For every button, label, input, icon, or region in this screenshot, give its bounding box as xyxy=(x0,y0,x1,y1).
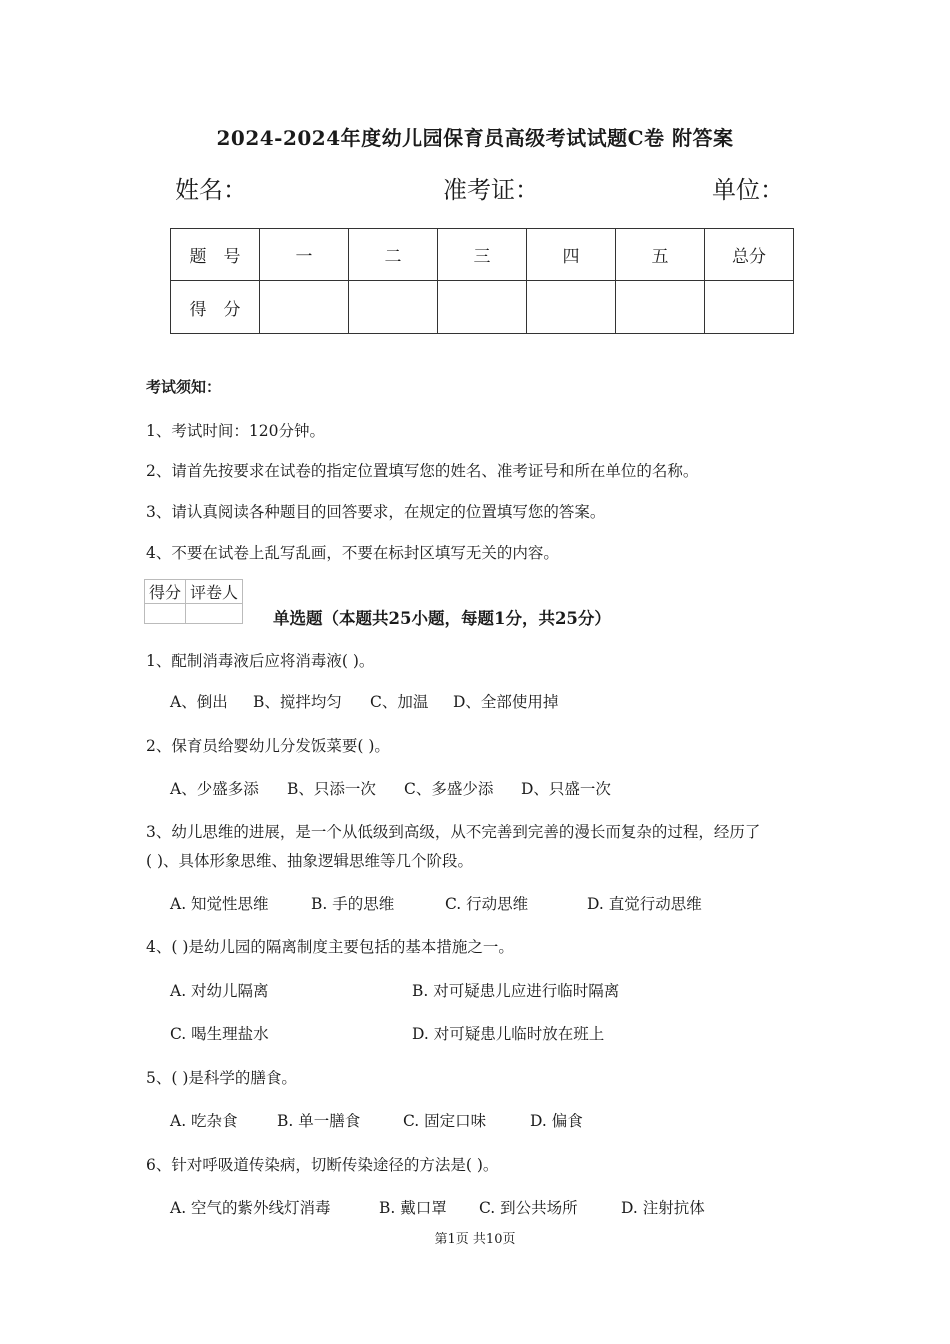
option-b[interactable]: B. 手的思维 xyxy=(311,895,395,913)
name-label: 姓名： xyxy=(175,176,247,204)
question-stem-continued: ( )、具体形象思维、抽象逻辑思维等几个阶段。 xyxy=(146,852,474,870)
option-d[interactable]: D、全部使用掉 xyxy=(453,693,559,711)
grader-score-label: 得分 xyxy=(145,580,186,604)
option-d[interactable]: D. 直觉行动思维 xyxy=(587,895,702,913)
score-input-4[interactable] xyxy=(527,281,616,334)
score-table-score-row xyxy=(171,281,794,334)
exam-id-label: 准考证： xyxy=(443,176,539,204)
notice-item: 4、不要在试卷上乱写乱画，不要在标封区填写无关的内容。 xyxy=(146,544,559,562)
option-d[interactable]: D. 对可疑患儿临时放在班上 xyxy=(412,1025,605,1043)
notice-item: 3、请认真阅读各种题目的回答要求，在规定的位置填写您的答案。 xyxy=(146,503,606,521)
option-c[interactable]: C. 到公共场所 xyxy=(479,1199,578,1217)
option-c[interactable]: C. 喝生理盐水 xyxy=(170,1025,269,1043)
score-cell-3: 三 xyxy=(438,229,527,281)
question-stem: 3、幼儿思维的进展，是一个从低级到高级，从不完善到完善的漫长而复杂的过程，经历了 xyxy=(146,823,761,841)
option-a[interactable]: A. 空气的紫外线灯消毒 xyxy=(170,1199,331,1217)
grader-score-input[interactable] xyxy=(145,604,186,624)
option-c[interactable]: C. 固定口味 xyxy=(403,1112,487,1130)
option-d[interactable]: D. 注射抗体 xyxy=(621,1199,705,1217)
score-input-1[interactable] xyxy=(260,281,349,334)
option-c[interactable]: C、多盛少添 xyxy=(404,780,494,798)
option-c[interactable]: C、加温 xyxy=(370,693,429,711)
question-stem: 1、配制消毒液后应将消毒液( )。 xyxy=(146,652,375,670)
score-cell-label: 题 号 xyxy=(171,229,260,281)
option-b[interactable]: B、只添一次 xyxy=(287,780,376,798)
option-a[interactable]: A. 对幼儿隔离 xyxy=(170,982,269,1000)
option-a[interactable]: A. 知觉性思维 xyxy=(170,895,269,913)
section-title: 单选题（本题共25小题，每题1分，共25分） xyxy=(273,609,611,628)
score-cell-total: 总分 xyxy=(705,229,794,281)
score-input-5[interactable] xyxy=(616,281,705,334)
option-b[interactable]: B. 戴口罩 xyxy=(379,1199,447,1217)
option-b[interactable]: B. 单一膳食 xyxy=(277,1112,361,1130)
score-cell-5: 五 xyxy=(616,229,705,281)
question-stem: 4、( )是幼儿园的隔离制度主要包括的基本措施之一。 xyxy=(146,938,514,956)
score-cell-4: 四 xyxy=(527,229,616,281)
score-table xyxy=(170,228,794,334)
notice-item: 1、考试时间：120分钟。 xyxy=(146,422,325,440)
option-b[interactable]: B、搅拌均匀 xyxy=(253,693,342,711)
score-table-header-row xyxy=(171,229,794,281)
question-stem: 5、( )是科学的膳食。 xyxy=(146,1069,297,1087)
option-a[interactable]: A、倒出 xyxy=(170,693,228,711)
notice-item: 2、请首先按要求在试卷的指定位置填写您的姓名、准考证号和所在单位的名称。 xyxy=(146,462,699,480)
score-cell-1: 一 xyxy=(260,229,349,281)
score-input-3[interactable] xyxy=(438,281,527,334)
option-b[interactable]: B. 对可疑患儿应进行临时隔离 xyxy=(412,982,620,1000)
score-row-label: 得 分 xyxy=(171,281,260,334)
grader-box xyxy=(144,579,243,624)
score-cell-2: 二 xyxy=(349,229,438,281)
notice-heading: 考试须知： xyxy=(146,378,222,396)
score-input-2[interactable] xyxy=(349,281,438,334)
question-stem: 6、针对呼吸道传染病，切断传染途径的方法是( )。 xyxy=(146,1156,499,1174)
grader-name-input[interactable] xyxy=(186,604,243,624)
page-title: 2024-2024年度幼儿园保育员高级考试试题C卷 附答案 xyxy=(216,126,734,150)
option-a[interactable]: A. 吃杂食 xyxy=(170,1112,238,1130)
option-d[interactable]: D、只盛一次 xyxy=(521,780,611,798)
page-footer: 第1页 共10页 xyxy=(434,1232,516,1247)
option-d[interactable]: D. 偏食 xyxy=(530,1112,583,1130)
question-stem: 2、保育员给婴幼儿分发饭菜要( )。 xyxy=(146,737,390,755)
option-a[interactable]: A、少盛多添 xyxy=(170,780,259,798)
score-input-total[interactable] xyxy=(705,281,794,334)
grader-name-label: 评卷人 xyxy=(186,580,243,604)
unit-label: 单位： xyxy=(712,176,784,204)
option-c[interactable]: C. 行动思维 xyxy=(445,895,529,913)
